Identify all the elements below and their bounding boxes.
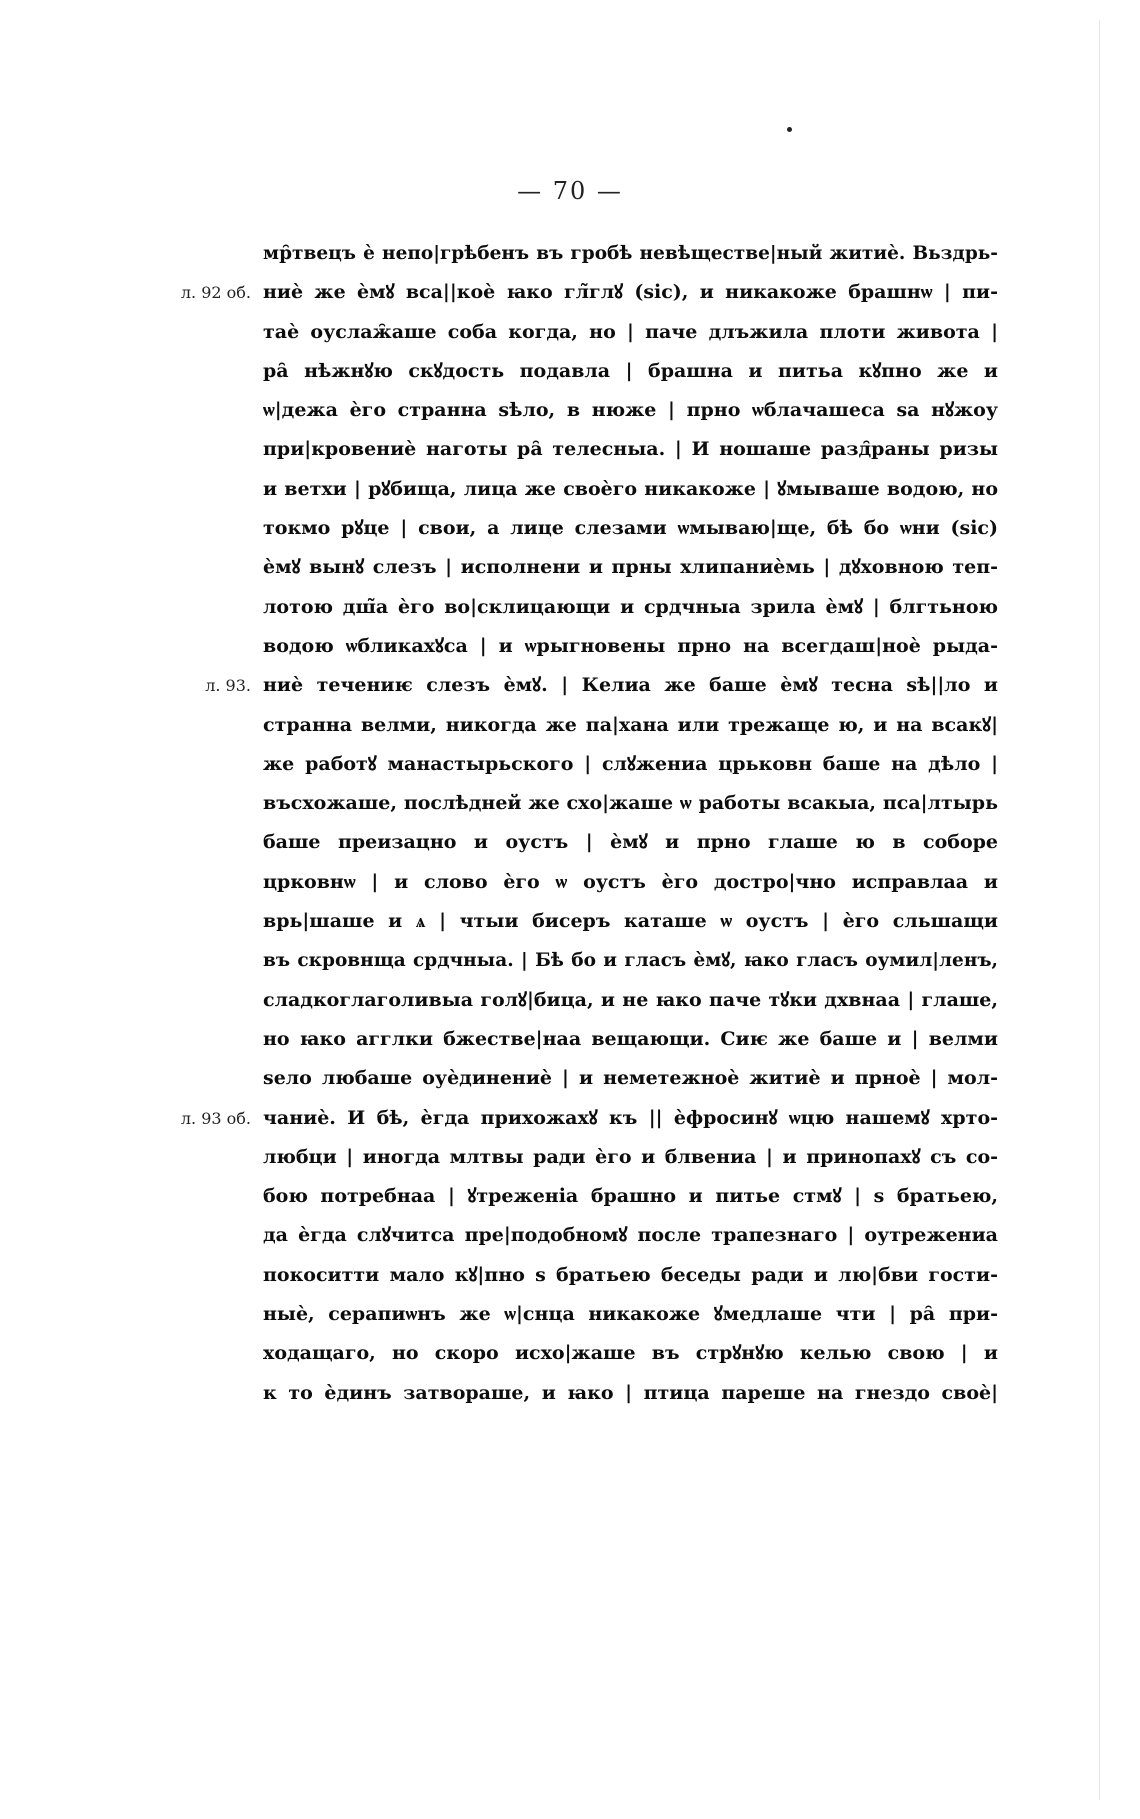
text-line (263, 1256, 998, 1295)
page-edge-line (1099, 20, 1100, 1800)
line-text: при|кровениѐ наготы ра̑ телесныа. | И ношаше разд̑раны ризы (263, 438, 998, 461)
text-line (263, 863, 998, 902)
line-text: ныѐ, серапиѡнъ же ѡ|снца никакоже ꙋмедлаше чти | ра̑ при- (263, 1303, 998, 1326)
line-text: ходащаго, но скоро исхо|жаше въ стрꙋнꙋю келью свою | и (263, 1342, 998, 1365)
line-text: лотою дш̃а ѐго во|склицающи и срдчныа зрила ѐмꙋ | блгтьною (263, 595, 998, 618)
text-line (263, 352, 998, 391)
text-line (205, 666, 998, 705)
line-text: любци | иногда млтвы ради ѐго и блвениа | и принопахꙋ съ со- (263, 1145, 998, 1168)
line-text: токмо рꙋце | свои, а лице слезами ѡмываю|ще, бѣ бо ѡни (sic) (263, 517, 998, 540)
folio-margin-note: л. 93 об. (180, 1108, 251, 1128)
text-line (263, 784, 998, 823)
text-line (263, 1059, 998, 1098)
line-text: и ветхи | рꙋбища, лица же своѐго никакоже | ꙋмываше водою, но (263, 477, 998, 500)
line-text: врь|шаше и ѧ | чтыи бисеръ каташе ѡ оустъ | ѐго сльшащи (263, 910, 998, 933)
text-line (263, 1177, 998, 1216)
text-line (180, 1099, 998, 1138)
text-line (263, 1138, 998, 1177)
text-body (180, 234, 998, 1413)
line-text: въсхожаше, послѣдней же схо|жаше ѡ работы всакыа, пса|лтырь (263, 792, 998, 815)
text-line (263, 823, 998, 862)
text-line (263, 1216, 998, 1255)
line-text: ѡ|дежа ѐго странна ѕѣло, в нюже | прно ѡблачашеса ѕа нꙋжоу (263, 399, 998, 422)
text-line (263, 1334, 998, 1373)
text-line (180, 273, 998, 312)
line-text: мр̑твецъ ѐ непо|грѣбенъ въ гробѣ невѣществе|ный житиѐ. Вьздрь- (263, 243, 998, 264)
text-line (263, 548, 998, 587)
text-line (263, 430, 998, 469)
text-line (263, 1020, 998, 1059)
text-line (263, 941, 998, 980)
folio-margin-note: л. 93. (205, 676, 251, 696)
text-line (263, 1295, 998, 1334)
line-text: ѕело любаше оуѐдинениѐ | и неметежноѐ житиѐ и прноѐ | мол- (263, 1067, 998, 1090)
line-text: таѐ оуслаж̑аше соба когда, но | паче длъжила плоти живота | (263, 320, 998, 343)
line-text: странна велми, никогда же па|хана или трежаще ю, и на всакꙋ| (263, 713, 998, 736)
line-text: же работꙋ манастырьского | слꙋжениа црьковн баше на дѣло | (263, 752, 998, 775)
line-text: но ꙗко агглки бжестве|наа вещающи. Сиѥ же баше и | велми (263, 1027, 998, 1050)
line-text: да ѐгда слꙋчитса пре|подобномꙋ после трапезнаго | оутрежениа (263, 1224, 998, 1247)
print-dot (787, 127, 792, 132)
text-line (263, 981, 998, 1020)
page-number: — 70 — (517, 177, 623, 205)
line-text: ѐмꙋ вынꙋ слезъ | исполнени и прны хлипаниѐмь | дꙋховною теп- (263, 556, 998, 579)
line-text: ниѐ же ѐмꙋ вса||коѐ ꙗко гл̃глꙋ (sic), и никакоже брашнѡ | пи- (263, 281, 998, 304)
text-line (263, 470, 998, 509)
text-line (263, 745, 998, 784)
line-text: баше преизацно и оустъ | ѐмꙋ и прно глаше ю в соборе (263, 831, 998, 854)
line-text: покоситти мало кꙋ|пно ѕ братьею беседы ради и лю|бви гости- (263, 1263, 998, 1286)
line-text: сладкоглаголивыа голꙋ|бица, и не ꙗко паче тꙋки дхвнаа | глаше, (263, 988, 998, 1011)
folio-margin-note: л. 92 об. (180, 283, 251, 303)
text-line (263, 234, 998, 273)
line-text: к то ѐдинъ затвораше, и ꙗко | птица пареше на гнездо своѐ| (263, 1381, 998, 1404)
line-text: ниѐ течениѥ слезъ ѐмꙋ. | Келиа же баше ѐмꙋ тесна ѕѣ||ло и (263, 674, 998, 697)
line-text: водою ѡбликахꙋса | и ѡрыгновены прно на всегдаш|ноѐ рыда- (263, 634, 998, 657)
line-text: въ скровнща срдчныа. | Бѣ бо и гласъ ѐмꙋ, ꙗко гласъ оумил|ленъ, (263, 950, 998, 972)
line-text: ра̑ нѣжнꙋю скꙋдость подавла | брашна и питьа кꙋпно же и (263, 359, 998, 382)
text-line (263, 627, 998, 666)
text-line (263, 313, 998, 352)
line-text: бою потребнаа | ꙋтреженіа брашно и питье стмꙋ | ѕ братьею, (263, 1185, 998, 1208)
line-text: црковнѡ | и слово ѐго ѡ оустъ ѐго достро|чно исправлаа и (263, 870, 998, 893)
text-line (263, 509, 998, 548)
text-line (263, 1374, 998, 1413)
text-line (263, 588, 998, 627)
text-line (263, 391, 998, 430)
text-line (263, 706, 998, 745)
line-text: чаниѐ. И бѣ, ѐгда прихожахꙋ къ || ѐфросинꙋ ѡцю нашемꙋ хрто- (263, 1106, 998, 1129)
text-line (263, 902, 998, 941)
